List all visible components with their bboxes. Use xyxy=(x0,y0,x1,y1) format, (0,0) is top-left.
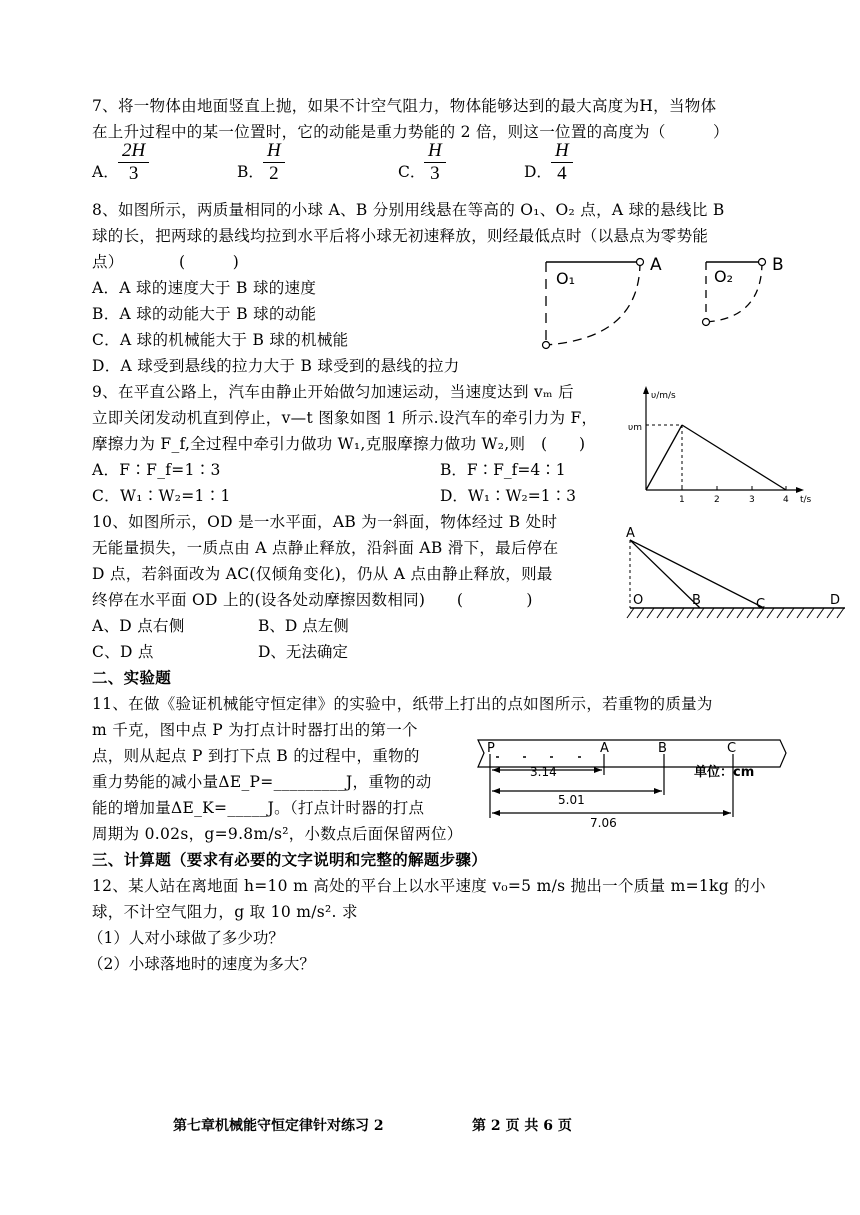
q11-text-line5: 能的增加量ΔE_K=_____J。（打点计时器的打点 xyxy=(92,799,425,817)
q8-text-line2: 球的长，把两球的悬线均拉到水平后将小球无初速释放，则经最低点时（以悬点为零势能 xyxy=(92,227,709,245)
q9-option-d: D．W₁∶W₂=1∶3 xyxy=(440,487,576,505)
q10-label-o: O xyxy=(633,593,644,608)
q8-label-o2: O₂ xyxy=(714,267,734,286)
section-3-heading: 三、计算题（要求有必要的文字说明和完整的解题步骤） xyxy=(92,850,488,869)
q9-option-a: A．F∶F_f=1∶3 xyxy=(92,461,221,479)
q7-option-c-label: C． xyxy=(398,163,426,181)
q10-label-c: C xyxy=(756,597,766,612)
q9-text-line1: 9、在平直公路上，汽车由静止开始做匀加速运动，当速度达到 vₘ 后 xyxy=(92,383,574,401)
q10-label-d: D xyxy=(830,593,841,608)
q11-unit-label: 单位：cm xyxy=(694,765,755,780)
q8-text-line3: 点） ( ) xyxy=(92,253,240,271)
q7-option-a-label: A． xyxy=(92,163,119,181)
q11-label-a: A xyxy=(600,741,609,756)
q7-option-c-denominator: 3 xyxy=(430,163,440,184)
q8-option-d: D．A 球受到悬线的拉力大于 B 球受到的悬线的拉力 xyxy=(92,357,460,375)
q11-label-p: P xyxy=(487,741,495,756)
footer-title: 第七章机械能守恒定律针对练习 2 xyxy=(173,1118,384,1134)
q11-tape-outline xyxy=(478,740,786,767)
q11-text-line1: 11、在做《验证机械能守恒定律》的实验中，纸带上打出的点如图所示，若重物的质量为 xyxy=(92,695,713,713)
q7-option-b-label: B． xyxy=(237,163,264,181)
q10-label-a: A xyxy=(626,526,635,541)
q11-arrow-pb-left xyxy=(492,788,500,794)
q9-text-line2: 立即关闭发动机直到停止，v—t 图象如图 1 所示.设汽车的牵引力为 F， xyxy=(92,409,598,427)
section-2-heading: 二、实验题 xyxy=(92,668,172,687)
q9-tick-label-3: 3 xyxy=(749,495,755,505)
q8-option-c: C．A 球的机械能大于 B 球的机械能 xyxy=(92,331,349,349)
q7-option-a-numerator: 2H xyxy=(118,140,149,163)
q12-text-line2: 球，不计空气阻力，g 取 10 m/s². 求 xyxy=(92,903,358,921)
q9-option-b: B．F∶F_f=4∶1 xyxy=(440,461,566,479)
q7-option-d-denominator: 4 xyxy=(557,163,567,184)
q7-option-b-numerator: H xyxy=(263,140,285,163)
q7-option-c-numerator: H xyxy=(424,140,446,163)
q11-distance-pc: 7.06 xyxy=(590,816,617,830)
q11-arrow-pc-right xyxy=(723,810,731,816)
q11-distance-pb: 5.01 xyxy=(558,793,585,807)
q9-tick-label-2: 2 xyxy=(714,495,720,505)
q10-label-b: B xyxy=(692,593,701,608)
q7-text-line2: 在上升过程中的某一位置时，它的动能是重力势能的 2 倍，则这一位置的高度为（ ） xyxy=(92,123,729,141)
q8-label-o1: O₁ xyxy=(556,269,576,288)
q9-tick-label-1: 1 xyxy=(679,495,685,505)
q11-arrow-pb-right xyxy=(654,788,662,794)
footer-page-number: 第 2 页 共 6 页 xyxy=(472,1118,572,1134)
q7-option-d-label: D． xyxy=(524,163,552,181)
q12-sub-question-2: （2）小球落地时的速度为多大？ xyxy=(88,955,315,973)
q11-text-line3: 点，则从起点 P 到打下点 B 的过程中，重物的 xyxy=(92,747,420,765)
q10-option-d: D、无法确定 xyxy=(258,643,348,661)
q11-label-c: C xyxy=(727,741,737,756)
q9-y-axis-label: υ/m/s xyxy=(651,391,676,401)
q12-text-line1: 12、某人站在离地面 h=10 m 高处的平台上以水平速度 v₀=5 m/s 抛出一个质量 m=1kg 的小 xyxy=(92,877,766,895)
q9-vm-label: υm xyxy=(628,423,642,433)
q11-text-line2: m 千克，图中点 P 为打点计时器打出的第一个 xyxy=(92,721,418,739)
q8-text-line1: 8、如图所示，两质量相同的小球 A、B 分别用线悬在等高的 O₁、O₂ 点，A 球的悬线比 B xyxy=(92,201,725,219)
q8-label-a: A xyxy=(650,255,662,275)
q12-sub-question-1: （1）人对小球做了多少功？ xyxy=(88,929,284,947)
q7-text-line1: 7、将一物体由地面竖直上抛，如果不计空气阻力，物体能够达到的最大高度为H，当物体 xyxy=(92,97,717,115)
q9-x-axis-label: t/s xyxy=(800,495,812,505)
q11-distance-pa: 3.14 xyxy=(530,765,557,779)
q10-text-line4: 终停在水平面 OD 上的(设各处动摩擦因数相同) ( ) xyxy=(92,591,533,609)
q10-option-b: B、D 点左侧 xyxy=(258,617,349,635)
q7-option-a-denominator: 3 xyxy=(128,163,139,184)
q11-label-b: B xyxy=(658,741,667,756)
q9-option-c: C．W₁∶W₂=1∶1 xyxy=(92,487,231,505)
q8-label-b: B xyxy=(772,255,784,275)
q9-tick-label-4: 4 xyxy=(783,495,789,505)
q10-text-line2: 无能量损失，一质点由 A 点静止释放，沿斜面 AB 滑下，最后停在 xyxy=(92,539,559,557)
q11-arrow-pa-left xyxy=(492,767,500,773)
q10-option-c: C、D 点 xyxy=(92,643,154,661)
q7-option-d-numerator: H xyxy=(551,140,573,163)
q7-option-b-denominator: 2 xyxy=(269,163,279,184)
q10-text-line1: 10、如图所示，OD 是一水平面，AB 为一斜面，物体经过 B 处时 xyxy=(92,513,558,531)
q11-arrow-pa-right xyxy=(594,767,602,773)
q11-text-line6: 周期为 0.02s，g=9.8m/s²，小数点后面保留两位） xyxy=(92,825,463,843)
q8-option-a: A．A 球的速度大于 B 球的速度 xyxy=(92,279,317,297)
q11-arrow-pc-left xyxy=(492,810,500,816)
q9-text-line3: 摩擦力为 F_f,全过程中牵引力做功 W₁,克服摩擦力做功 W₂,则 ( ) xyxy=(92,435,586,453)
q11-text-line4: 重力势能的减小量ΔE_P=_________J，重物的动 xyxy=(92,773,432,791)
q8-option-b: B．A 球的动能大于 B 球的动能 xyxy=(92,305,317,323)
q10-text-line3: D 点，若斜面改为 AC(仅倾角变化)，仍从 A 点由静止释放，则最 xyxy=(92,565,553,583)
q10-option-a: A、D 点右侧 xyxy=(92,617,185,635)
